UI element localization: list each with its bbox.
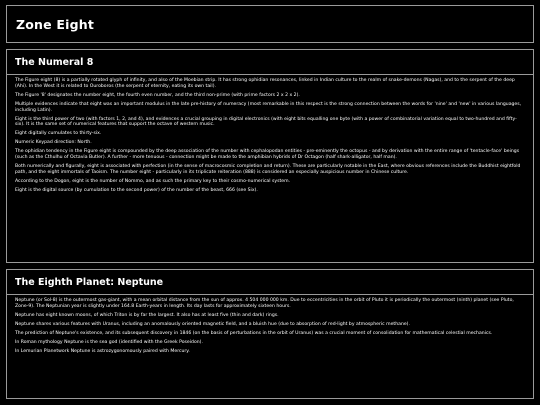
section-body (7, 295, 533, 362)
section-eighth-planet (6, 269, 534, 399)
page-title: Zone Eight (16, 16, 95, 32)
paragraph: Neptune (or Sol-8) is the outermost gas-giant, with a mean orbital distance from the sun of approx. 4 504 000 000 km. Due to eccentricities in the orbit of Pluto it is periodically the outermost (ninth) planet (see Pluto, Zone-9). The Neptunian year is slightly under 164.8 Earth-years in length. Its day lasts for approximately sixteen hours. (15, 298, 514, 309)
paragraph: Neptune has eight known moons, of which Triton is by far the largest. It also has at least five (thin and dark) rings. (15, 312, 279, 318)
section-title: The Numeral 8 (7, 50, 533, 75)
paragraph: The ophidian tendency in the Figure eight is compounded by the deep association of the number with cephalopodan entities - pre-eminently the octopus - and by derivation with the entire range of 'tentacle-face' beings (such as the Cthulhu of Octavia Butler). A further - more tenuous - connection might be made to the amphibian hybrids of Dr Octagon (half shark-alligator, half man). (15, 149, 520, 161)
paragraph: Numeric Keypad direction: North. (15, 140, 92, 146)
paragraph: In Roman mythology Neptune is the sea god (identified with the Greek Poseidon). (15, 339, 203, 345)
paragraph: Eight is the digital source (by cumulation to the second power) of the number of the beast, 666 (see Six). (15, 187, 258, 193)
paragraph: The Figure '8' designates the number eight, the fourth even number, and the third non-prime (with prime factors 2 x 2 x 2). (15, 92, 300, 98)
section-body (7, 75, 533, 201)
paragraph: Both numerically and figurally, eight is associated with perfection (in the sense of macrocosmic completion and return). These are particularly notable in the East, where obvious references include the Buddhist eightfold path, and the eight immortals of Taoism. The number eight - particularly in its triplicate reiteration (888) is considered an especially auspicious number in Chinese culture. (15, 164, 521, 175)
section-numeral-8 (6, 49, 534, 263)
section-title: The Eighth Planet: Neptune (7, 270, 533, 295)
paragraph: The Figure eight (8) is a partially rotated glyph of infinity, and also of the Moebian strip. It has strong ophidian resonances, linked in Indian culture to the realm of snake-demons (Nagas), and to the serpent of the deep (Ahi). In the West it is related to Ouroboros (the serpent of eternity, eating its own tail). (15, 78, 515, 89)
paragraph: The prediction of Neptune's existence, and its subsequent discovery in 1846 (on the basis of perturbations in the orbit of Uranus) was a crucial moment of consolidation for mathematical celestial mechanics. (15, 330, 493, 336)
paragraph: Multiple evidences indicate that eight was an important modulus in the late pre-history of numeracy (most remarkable in this respect is the strong connection between the words for 'nine' and 'new' in various languages, including Latin). (15, 101, 522, 113)
page-header (6, 5, 534, 43)
paragraph: According to the Dogon, eight is the number of Nommo, and as such the primary key to their cosmo-numerical system. (15, 178, 291, 184)
paragraph: In Lemurian Planetwork Neptune is astrozygonomously paired with Mercury. (15, 348, 190, 354)
paragraph: Neptune shares various features with Uranus, including an anomalously oriented magnetic field, and a bluish hue (due to absorption of red-light by atmospheric methane). (15, 321, 410, 327)
paragraph: Eight is the third power of two (with factors 1, 2, and 4), and evidences a crucial grouping in digital electronics (with eight bits equalling one byte (with a power of combinatorial variation equal to two-hundred and fifty-six). It is the same set of numerical features that support the octave of western music. (15, 116, 517, 128)
paragraph: Eight digitally cumulates to thirty-six. (15, 131, 102, 137)
